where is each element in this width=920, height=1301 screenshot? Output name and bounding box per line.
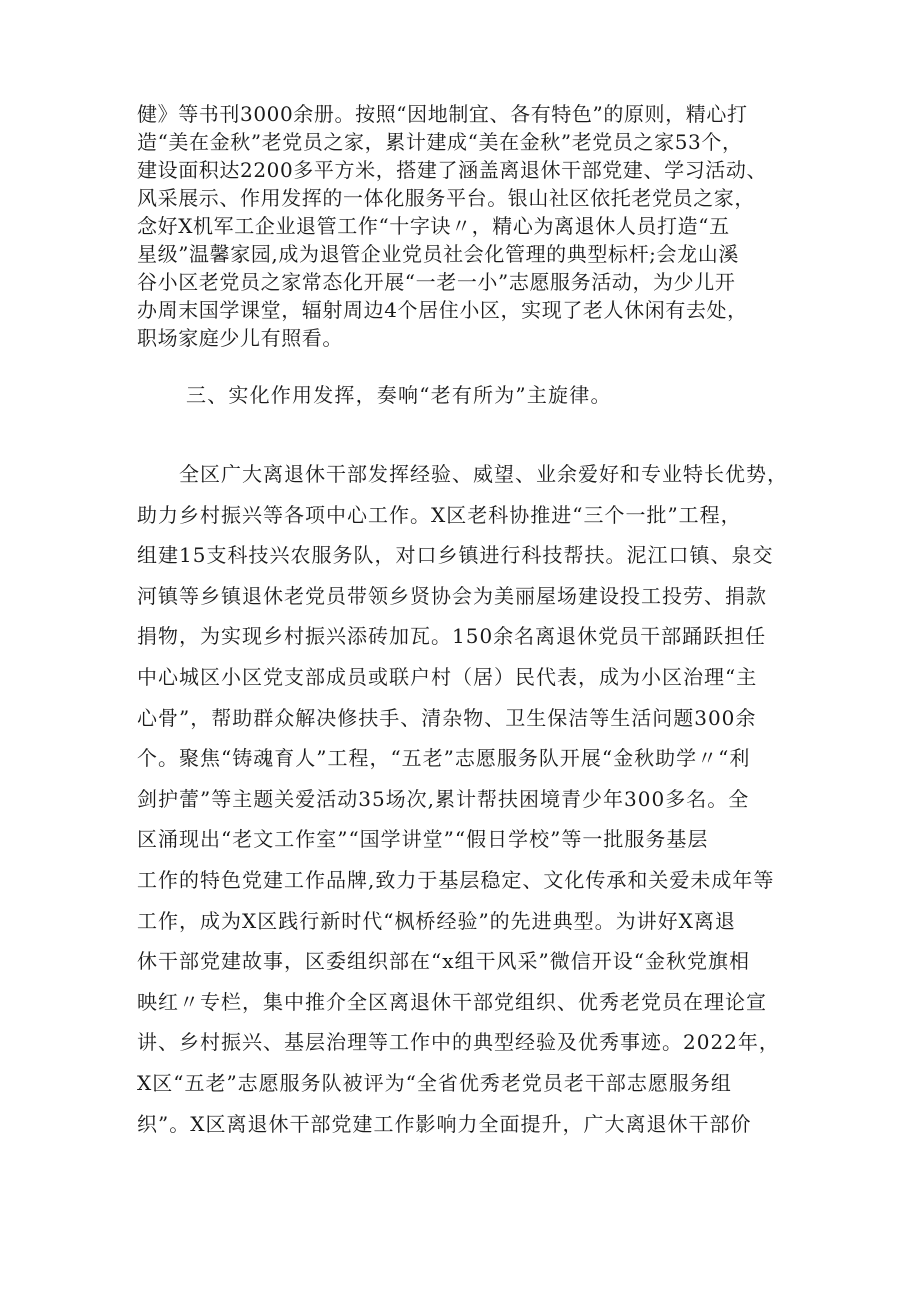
paragraph-2-line: 工作的特色党建工作品牌,致力于基层稳定、文化传承和关爱未成年等 — [137, 867, 775, 892]
paragraph-2-line: 心骨”，帮助群众解决修扶手、清杂物、卫生保洁等生活问题300余 — [137, 705, 757, 730]
paragraph-2-line: 中心城区小区党支部成员或联户村（居）民代表，成为小区治理“主 — [137, 664, 758, 689]
paragraph-2-line: 个。聚焦“铸魂育人”工程，“五老”志愿服务队开展“金秋助学〃“利 — [137, 746, 751, 771]
section-heading — [186, 380, 786, 410]
paragraph-2-line: 河镇等乡镇退休老党员带领乡贤协会为美丽屋场建设投工投劳、捐款 — [137, 583, 767, 608]
section-heading-text: 三、实化作用发挥，奏响“老有所为”主旋律。 — [186, 383, 612, 407]
paragraph-1-line: 建设面积达2200多平方米，搭建了涵盖离退休干部党建、学习活动、 — [137, 158, 768, 182]
paragraph-1-line: 星级”温馨家园,成为退管企业党员社会化管理的典型标杆;会龙山溪 — [137, 242, 739, 266]
paragraph-2-line: 组建15支科技兴农服务队，对口乡镇进行科技帮扶。泥江口镇、泉交 — [137, 543, 774, 568]
paragraph-2-line: X区“五老”志愿服务队被评为“全省优秀老党员老干部志愿服务组 — [137, 1070, 732, 1095]
paragraph-2-line: 映红〃专栏，集中推介全区离退休干部党组织、优秀老党员在理论宣 — [137, 989, 767, 1014]
paragraph-2-line: 全区广大离退休干部发挥经验、威望、业余爱好和专业特长优势， — [137, 462, 788, 486]
paragraph-2-line: 讲、乡村振兴、基层治理等工作中的典型经验及优秀事迹。2022年， — [137, 1030, 780, 1055]
paragraph-2-line: 剑护蕾”等主题关爱活动35场次,累计帮扶困境青少年300多名。全 — [137, 786, 750, 811]
paragraph-1-line: 风采展示、作用发挥的一体化服务平台。银山社区依托老党员之家， — [137, 186, 755, 210]
paragraph-2-line: 织”。X区离退休干部党建工作影响力全面提升，广大离退休干部价 — [137, 1111, 752, 1136]
paragraph-2-line: 工作，成为X区践行新时代“枫桥经验”的先进典型。为讲好X离退 — [137, 908, 736, 933]
paragraph-2-line: 区涌现出“老文工作室”“国学讲堂”“假日学校”等一批服务基层 — [137, 827, 709, 852]
paragraph-1-line: 职场家庭少儿有照看。 — [137, 326, 343, 350]
paragraph-2-line: 休干部党建故事，区委组织部在“x组干风采”微信开设“金秋党旗相 — [137, 949, 750, 974]
paragraph-1-line: 办周末国学课堂，辐射周边4个居住小区，实现了老人休闲有去处， — [137, 298, 748, 322]
paragraph-1-line: 造“美在金秋”老党员之家，累计建成“美在金秋”老党员之家53个， — [137, 130, 743, 154]
paragraph-1 — [137, 100, 797, 352]
paragraph-1-line: 谷小区老党员之家常态化开展“一老一小”志愿服务活动，为少儿开 — [137, 270, 736, 294]
paragraph-2-line: 助力乡村振兴等各项中心工作。X区老科协推进“三个一批”工程， — [137, 502, 742, 527]
paragraph-1-line: 念好X机军工企业退管工作“十字诀〃，精心为离退休人员打造“五 — [137, 214, 730, 238]
paragraph-2 — [137, 454, 797, 1144]
paragraph-2-line: 捐物，为实现乡村振兴添砖加瓦。150余名离退休党员干部踊跃担任 — [137, 624, 767, 649]
paragraph-1-line: 健》等书刊3000余册。按照“因地制宜、各有特色”的原则，精心打 — [137, 102, 748, 126]
